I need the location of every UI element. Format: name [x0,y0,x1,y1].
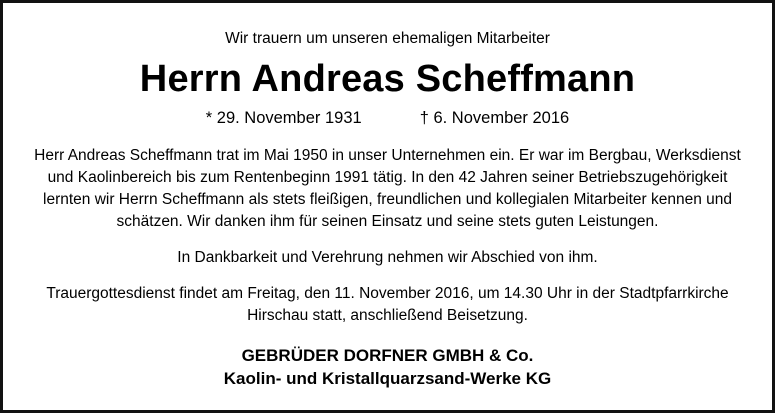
company-name-line1: GEBRÜDER DORFNER GMBH & Co. [241,345,534,365]
company-name-line2: Kaolin- und Kristallquarzsand-Werke KG [223,368,552,388]
life-dates [27,109,748,129]
death-date: † 6. November 2016 [419,108,570,127]
deceased-name: Herrn Andreas Scheffmann [139,58,636,101]
career-paragraph: Herr Andreas Scheffmann trat im Mai 1950 in unser Unternehmen ein. Er war im Bergbau, Werksdienst und Kaolinbereich bis zum Rentenbeginn 1991 tätig. In den 42 Jahren seiner Betriebszugehörigkeit lernten wir Herrn Scheffmann als stets fleißigen, freundlichen und kollegialen Mitarbeiter kennen und schätzen. Wir danken ihm für seinen Einsatz und seine stets guten Leistungen. [34,146,741,230]
funeral-service-paragraph: Trauergottesdienst findet am Freitag, den 11. November 2016, um 14.30 Uhr in der Stadtpfarrkirche Hirschau statt, anschließend Beisetzung. [46,284,729,324]
birth-date: * 29. November 1931 [205,108,362,127]
obituary-content [3,3,772,409]
obituary-intro-text: Wir trauern um unseren ehemaligen Mitarbeiter [225,30,550,47]
thanks-paragraph: In Dankbarkeit und Verehrung nehmen wir Abschied von ihm. [177,248,598,266]
